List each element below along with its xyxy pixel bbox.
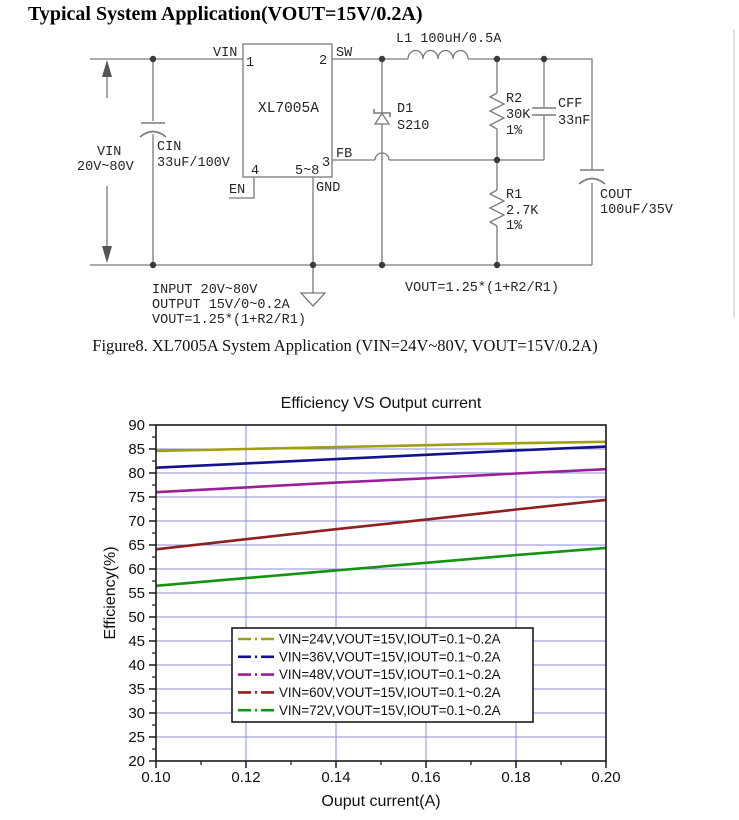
y-axis-label: Efficiency(%) — [102, 546, 119, 640]
y-tick-label: 80 — [128, 465, 145, 482]
d1-part: S210 — [397, 119, 430, 134]
y-tick-label: 70 — [128, 513, 145, 530]
pin-label-vin: VIN — [213, 46, 238, 61]
efficiency-chart — [0, 385, 739, 820]
y-tick-label: 35 — [128, 681, 145, 698]
r2-value: 30K — [506, 108, 531, 123]
cout-value: 100uF/35V — [600, 203, 673, 218]
legend-label: VIN=36V,VOUT=15V,IOUT=0.1~0.2A — [279, 649, 501, 665]
y-tick-label: 90 — [128, 417, 145, 434]
page-title: Typical System Application(VOUT=15V/0.2A) — [28, 3, 423, 25]
y-tick-label: 55 — [128, 585, 145, 602]
cff-value: 33nF — [558, 114, 591, 129]
ic-name: XL7005A — [258, 101, 319, 117]
legend-label: VIN=24V,VOUT=15V,IOUT=0.1~0.2A — [279, 631, 501, 647]
r1-zigzag — [490, 190, 504, 226]
legend-label: VIN=48V,VOUT=15V,IOUT=0.1~0.2A — [279, 667, 501, 683]
note-output: OUTPUT 15V/0~0.2A — [152, 298, 290, 313]
cff-plates — [532, 108, 556, 115]
r1-ref: R1 — [506, 188, 523, 203]
x-tick-label: 0.18 — [501, 769, 531, 786]
legend-label: VIN=72V,VOUT=15V,IOUT=0.1~0.2A — [279, 702, 501, 718]
pin-3: 3 — [322, 156, 331, 171]
x-tick-label: 0.20 — [591, 769, 621, 786]
pin-5-8: 5~8 — [295, 164, 320, 179]
application-circuit-diagram — [0, 0, 739, 352]
d1-triangle — [375, 114, 389, 125]
source-range: 20V~80V — [77, 160, 134, 175]
pin-4: 4 — [251, 164, 260, 179]
pin-label-sw: SW — [336, 46, 353, 61]
y-tick-label: 40 — [128, 657, 145, 674]
r1-tol: 1% — [506, 219, 523, 234]
r2-zigzag — [490, 93, 504, 129]
l1-label: L1 100uH/0.5A — [396, 32, 502, 47]
y-tick-label: 20 — [128, 753, 145, 770]
y-tick-label: 85 — [128, 441, 145, 458]
pin-2: 2 — [319, 54, 328, 69]
y-tick-label: 45 — [128, 633, 145, 650]
arrow-up-icon — [102, 60, 112, 77]
y-tick-label: 75 — [128, 489, 145, 506]
cin-value: 33uF/100V — [157, 156, 230, 171]
pin-label-fb: FB — [336, 147, 353, 162]
circuit-wires — [90, 30, 734, 318]
pin-label-en: EN — [229, 183, 246, 198]
ground-icon — [301, 293, 325, 306]
y-tick-label: 50 — [128, 609, 145, 626]
y-tick-label: 30 — [128, 705, 145, 722]
y-tick-label: 60 — [128, 561, 145, 578]
x-tick-label: 0.10 — [141, 769, 171, 786]
r2-tol: 1% — [506, 124, 523, 139]
d1-ref: D1 — [397, 102, 414, 117]
arrow-down-icon — [102, 246, 112, 263]
x-tick-label: 0.12 — [231, 769, 261, 786]
y-tick-label: 25 — [128, 729, 145, 746]
pin-label-gnd: GND — [316, 181, 341, 196]
pin-1: 1 — [246, 56, 255, 71]
vout-formula: VOUT=1.25*(1+R2/R1) — [405, 281, 559, 296]
note-vout: VOUT=1.25*(1+R2/R1) — [152, 313, 306, 328]
series-line — [156, 500, 606, 549]
x-tick-label: 0.14 — [321, 769, 351, 786]
figure-caption: Figure8. XL7005A System Application (VIN=24V~80V, VOUT=15V/0.2A) — [92, 336, 598, 355]
legend-label: VIN=60V,VOUT=15V,IOUT=0.1~0.2A — [279, 685, 501, 700]
cin-ref: CIN — [157, 140, 182, 155]
r1-value: 2.7K — [506, 204, 539, 219]
source-name: VIN — [97, 145, 122, 160]
cff-ref: CFF — [558, 97, 583, 112]
y-tick-label: 65 — [128, 537, 145, 554]
chart-title: Efficiency VS Output current — [280, 395, 482, 412]
r2-ref: R2 — [506, 92, 523, 107]
x-axis-label: Ouput current(A) — [321, 793, 441, 810]
note-input: INPUT 20V~80V — [152, 283, 258, 298]
series-line — [156, 548, 606, 586]
x-tick-label: 0.16 — [411, 769, 441, 786]
cout-ref: COUT — [600, 188, 633, 203]
inductor-coil — [408, 51, 468, 60]
